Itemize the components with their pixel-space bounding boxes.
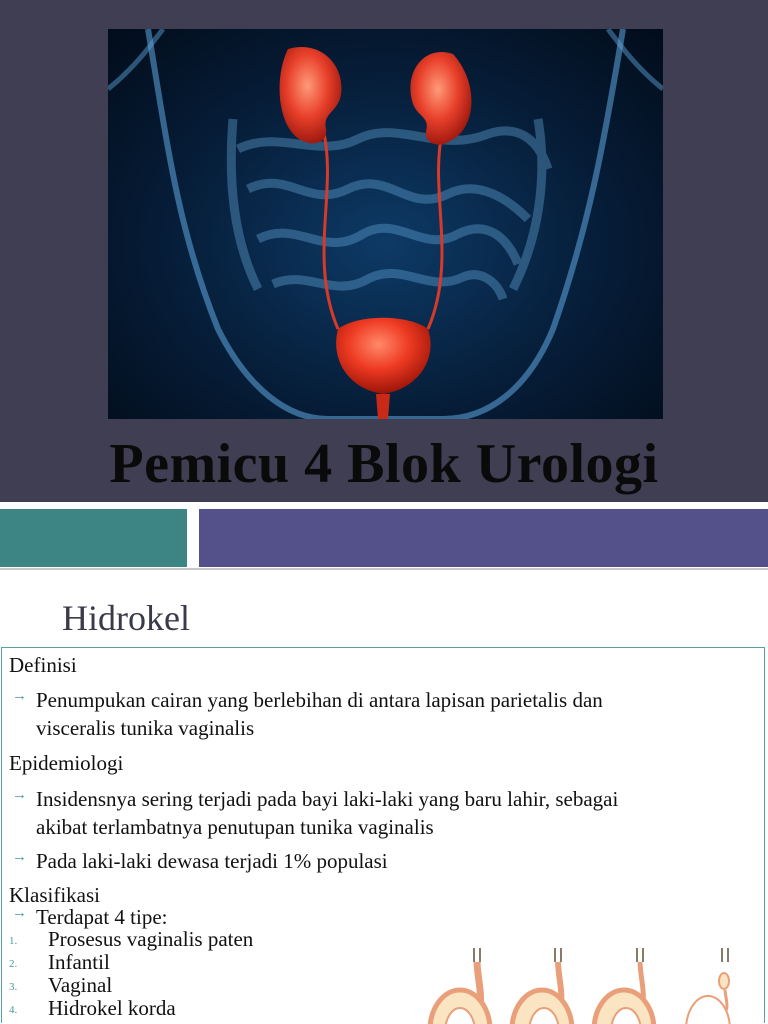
- hydrocele-types-diagram: [412, 948, 766, 1024]
- purple-accent-band: [199, 509, 768, 567]
- epidemiologi-bullet-2: Pada laki-laki dewasa terjadi 1% populasi: [36, 849, 388, 873]
- list-item: Hidrokel korda: [48, 996, 176, 1020]
- arrow-right-icon: →: [12, 787, 27, 803]
- epidemiologi-bullet-1-line-2: akibat terlambatnya penutupan tunika vaginalis: [36, 815, 434, 839]
- klasifikasi-label: Klasifikasi: [9, 883, 100, 907]
- list-item: Infantil: [48, 950, 110, 974]
- content-box: [1, 647, 765, 1023]
- divider: [0, 568, 768, 570]
- urinary-system-illustration: [108, 29, 663, 419]
- list-number: 4.: [9, 1004, 18, 1016]
- arrow-right-icon: →: [12, 905, 27, 921]
- definisi-label: Definisi: [9, 653, 77, 677]
- epidemiologi-bullet-1-line-1: Insidensnya sering terjadi pada bayi laki-laki yang baru lahir, sebagai: [36, 787, 619, 811]
- arrow-right-icon: →: [12, 849, 27, 865]
- klasifikasi-intro: Terdapat 4 tipe:: [36, 905, 168, 929]
- list-item: Vaginal: [48, 973, 113, 997]
- title-slide: [0, 0, 768, 502]
- list-number: 2.: [9, 958, 18, 970]
- definisi-bullet-line-2: visceralis tunika vaginalis: [36, 716, 255, 740]
- definisi-bullet-line-1: Penumpukan cairan yang berlebihan di antara lapisan parietalis dan: [36, 688, 603, 712]
- slide-title: Pemicu 4 Blok Urologi: [109, 433, 659, 495]
- section-heading: Hidrokel: [62, 598, 190, 638]
- arrow-right-icon: →: [12, 688, 27, 704]
- list-number: 1.: [9, 935, 18, 947]
- teal-accent-band: [0, 509, 187, 567]
- list-item: Prosesus vaginalis paten: [48, 927, 254, 951]
- list-number: 3.: [9, 981, 18, 993]
- content-slide: [0, 575, 768, 1024]
- epidemiologi-label: Epidemiologi: [9, 751, 124, 775]
